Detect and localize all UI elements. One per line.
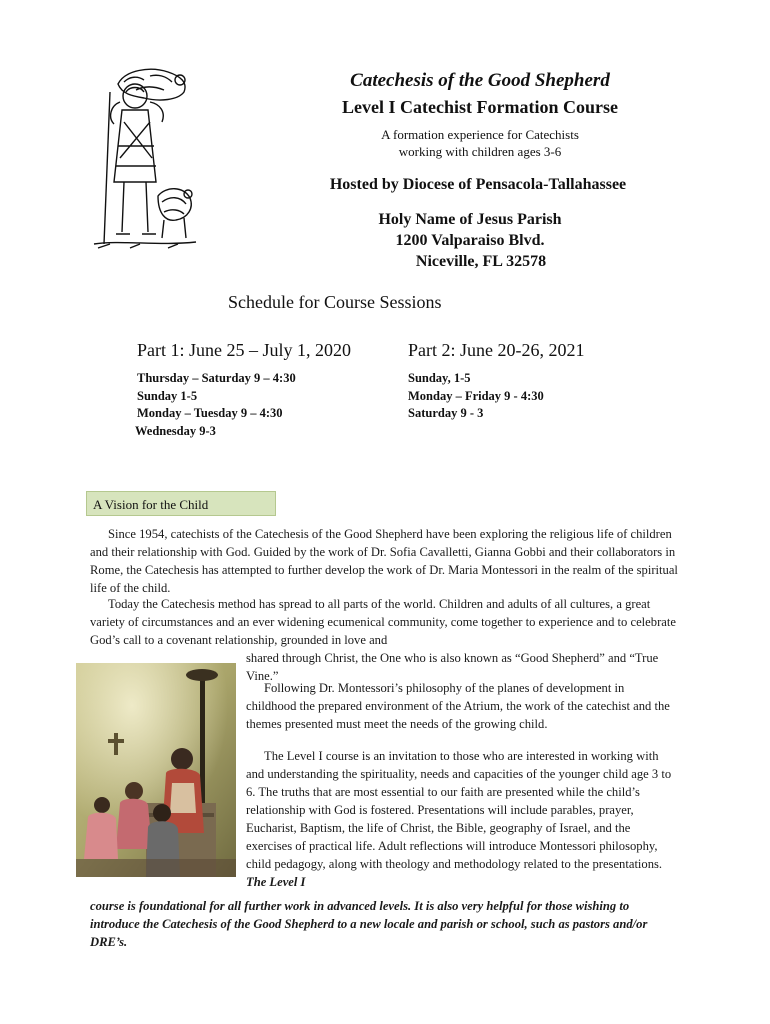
vision-paragraph-1: Since 1954, catechists of the Catechesis of the Good Shepherd have been exploring the religious life of children and their relationship with God. Guided by the work of Dr. Sofia Cavalletti, Gianna Gobbi and their collaborators in Rome, the Catechesis has attempted to further develop the work of Dr. Maria Montessori in the realm of the spiritual life of the child. xyxy=(90,527,678,595)
city-state-zip: Niceville, FL 32578 xyxy=(415,253,547,270)
course-tagline xyxy=(290,126,670,160)
part-1-schedule xyxy=(137,340,351,440)
vision-paragraph-5-emphasis: course is foundational for all further work in advanced levels. It is also very helpful for those wishing to introduce the Catechesis of the Good Shepherd to a new locale and parish or school, such as pastors and/or DRE’s. xyxy=(90,899,648,949)
parish-address xyxy=(340,209,600,272)
vision-paragraph-3: Following Dr. Montessori’s philosophy of the planes of development in childhood the prepared environment of the Atrium, the work of the catechist and the themes presented must meet the needs of the growing child. xyxy=(246,681,670,731)
vision-section-label: A Vision for the Child xyxy=(86,491,276,516)
paragraph-4-bold-emphasis: The Level I xyxy=(246,875,306,889)
atrium-children-photo xyxy=(76,663,236,877)
course-title: Catechesis of the Good Shepherd xyxy=(350,70,610,91)
vision-paragraph-2: Today the Catechesis method has spread to all parts of the world. Children and adults of all cultures, a great variety of circumstances and an ever widening ecumenical community, come together to experience and to celebrate God’s call to a covenant relationship, grounded in love and xyxy=(90,597,676,647)
part-1-line: Wednesday 9-3 xyxy=(135,423,216,438)
part-1-line: Sunday 1-5 xyxy=(137,388,198,403)
part-2-line: Saturday 9 - 3 xyxy=(408,406,484,420)
part-1-line: Monday – Tuesday 9 – 4:30 xyxy=(137,406,283,420)
part-1-title: Part 1: June 25 – July 1, 2020 xyxy=(137,340,351,360)
part-2-title: Part 2: June 20-26, 2021 xyxy=(408,340,585,360)
part-2-line: Monday – Friday 9 - 4:30 xyxy=(408,388,544,403)
part-2-schedule xyxy=(408,340,584,423)
street-address: 1200 Valparaiso Blvd. xyxy=(395,232,545,249)
course-subtitle: Level I Catechist Formation Course xyxy=(342,97,618,117)
vision-paragraph-2-continued: shared through Christ, the One who is also known as “Good Shepherd” and “True Vine.” xyxy=(246,651,659,683)
paragraph-4-text: The Level I course is an invitation to those who are interested in working with and understanding the spirituality, needs and capacities of the younger child age 3 to 6. The truths that are most essential to our faith are presented while the child’s relationship with God is fostered. Presentations will include parables, prayer, Eucharist, Baptism, the life of Christ, the Bible, geography of Israel, and the exercises of practical life. Adult reflections will introduce Montessori philosophy, child pedagogy, along with theology and methodology related to the presentations. xyxy=(246,749,672,871)
good-shepherd-illustration xyxy=(80,62,200,250)
course-header xyxy=(290,68,670,160)
part-2-line: Sunday, 1-5 xyxy=(408,371,471,385)
part-1-line: Thursday – Saturday 9 – 4:30 xyxy=(137,371,296,385)
tagline-line-1: A formation experience for Catechists xyxy=(381,127,579,142)
parish-name: Holy Name of Jesus Parish xyxy=(378,211,562,228)
hosted-by: Hosted by Diocese of Pensacola-Tallahassee xyxy=(329,176,627,193)
tagline-line-2: working with children ages 3-6 xyxy=(398,144,562,159)
schedule-heading: Schedule for Course Sessions xyxy=(228,292,442,312)
vision-paragraph-4 xyxy=(246,747,676,891)
